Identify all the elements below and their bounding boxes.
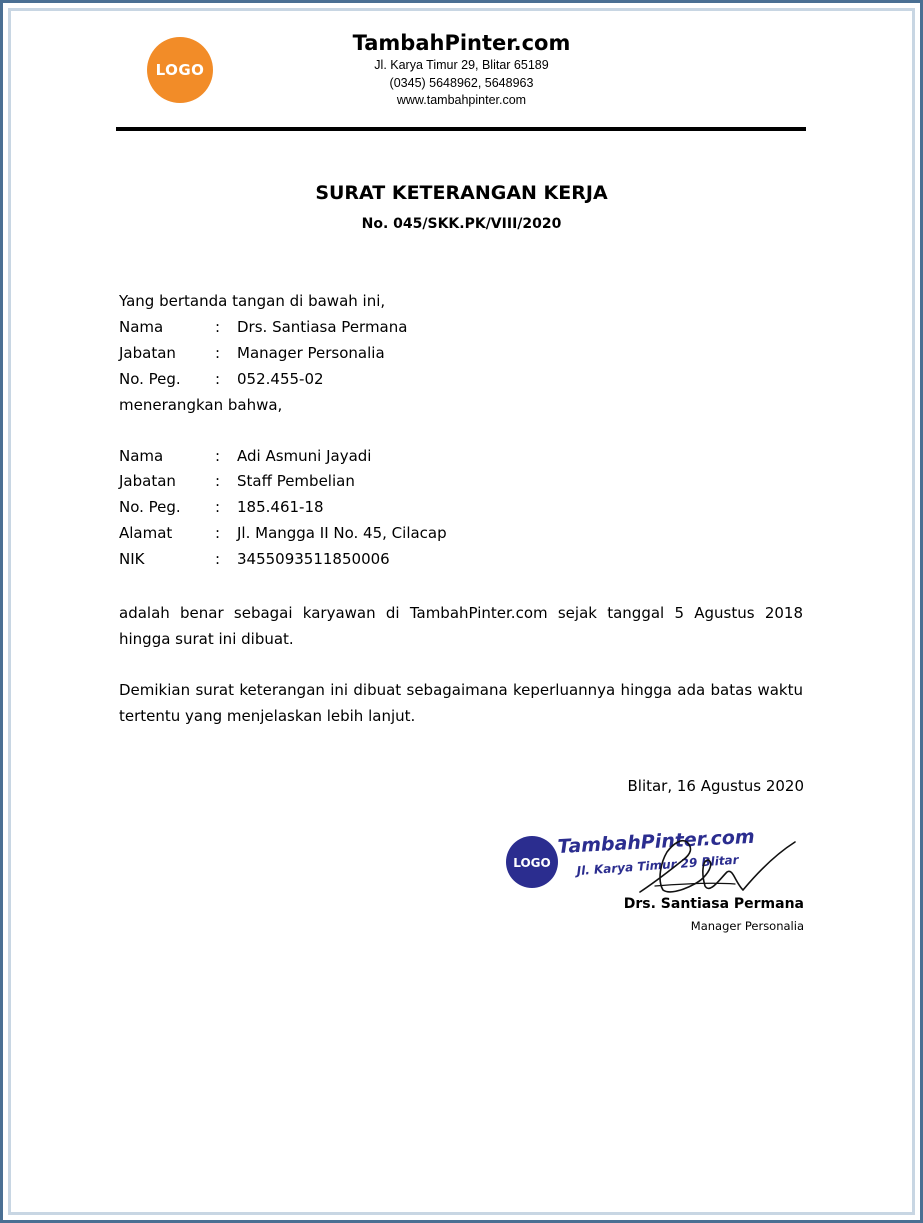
signer-name-colon: : [215,318,221,336]
logo-text: LOGO [155,61,205,79]
paragraph-employment: adalah benar sebagai karyawan di TambahPinter.com sejak tanggal 5 Agustus 2018 hingga surat ini dibuat. [119,604,803,648]
employee-address-value: Jl. Mangga II No. 45, Cilacap [237,524,447,542]
employee-name-label: Nama [119,447,164,465]
employee-nik-colon: : [215,550,221,568]
signer-position: Manager Personalia [690,919,804,933]
paragraph-closing: Demikian surat keterangan ini dibuat sebagaimana keperluannya hingga ada batas waktu tertentu yang menjelaskan lebih lanjut. [119,681,803,725]
signer-id-label: No. Peg. [119,370,181,388]
signer-name-value: Drs. Santiasa Permana [237,318,408,336]
stamp-address: Jl. Karya Timur 29 Blitar [576,852,739,878]
signer-position-value: Manager Personalia [237,344,385,362]
document-title: SURAT KETERANGAN KERJA [315,182,608,204]
stamp-company-name: TambahPinter.com [557,825,756,858]
employee-name-colon: : [215,447,221,465]
signer-id-value: 052.455-02 [237,370,324,388]
employee-position-label: Jabatan [119,472,176,490]
place-date: Blitar, 16 Agustus 2020 [627,777,804,795]
employee-nik-value: 3455093511850006 [237,550,390,568]
document-number: No. 045/SKK.PK/VIII/2020 [361,216,562,232]
employee-position-value: Staff Pembelian [237,472,355,490]
employee-id-label: No. Peg. [119,498,181,516]
employee-id-colon: : [215,498,221,516]
signer-name-label: Nama [119,318,164,336]
company-phone: (0345) 5648962, 5648963 [389,76,534,90]
company-address: Jl. Karya Timur 29, Blitar 65189 [374,58,549,72]
stamp-logo-text: LOGO [513,856,551,870]
employee-position-colon: : [215,472,221,490]
company-stamp [505,820,805,900]
employee-id-value: 185.461-18 [237,498,324,516]
signer-name: Drs. Santiasa Permana [623,896,804,912]
signer-id-colon: : [215,370,221,388]
opening-text: Yang bertanda tangan di bawah ini, [119,292,386,310]
employee-address-label: Alamat [119,524,173,542]
employee-name-value: Adi Asmuni Jayadi [237,447,372,465]
signer-position-colon: : [215,344,221,362]
signer-position-label: Jabatan [119,344,176,362]
employee-address-colon: : [215,524,221,542]
bridge-text: menerangkan bahwa, [119,396,283,414]
company-website: www.tambahpinter.com [396,93,527,107]
employee-nik-label: NIK [119,550,145,568]
company-name: TambahPinter.com [352,31,571,55]
letterhead-divider [116,127,806,131]
